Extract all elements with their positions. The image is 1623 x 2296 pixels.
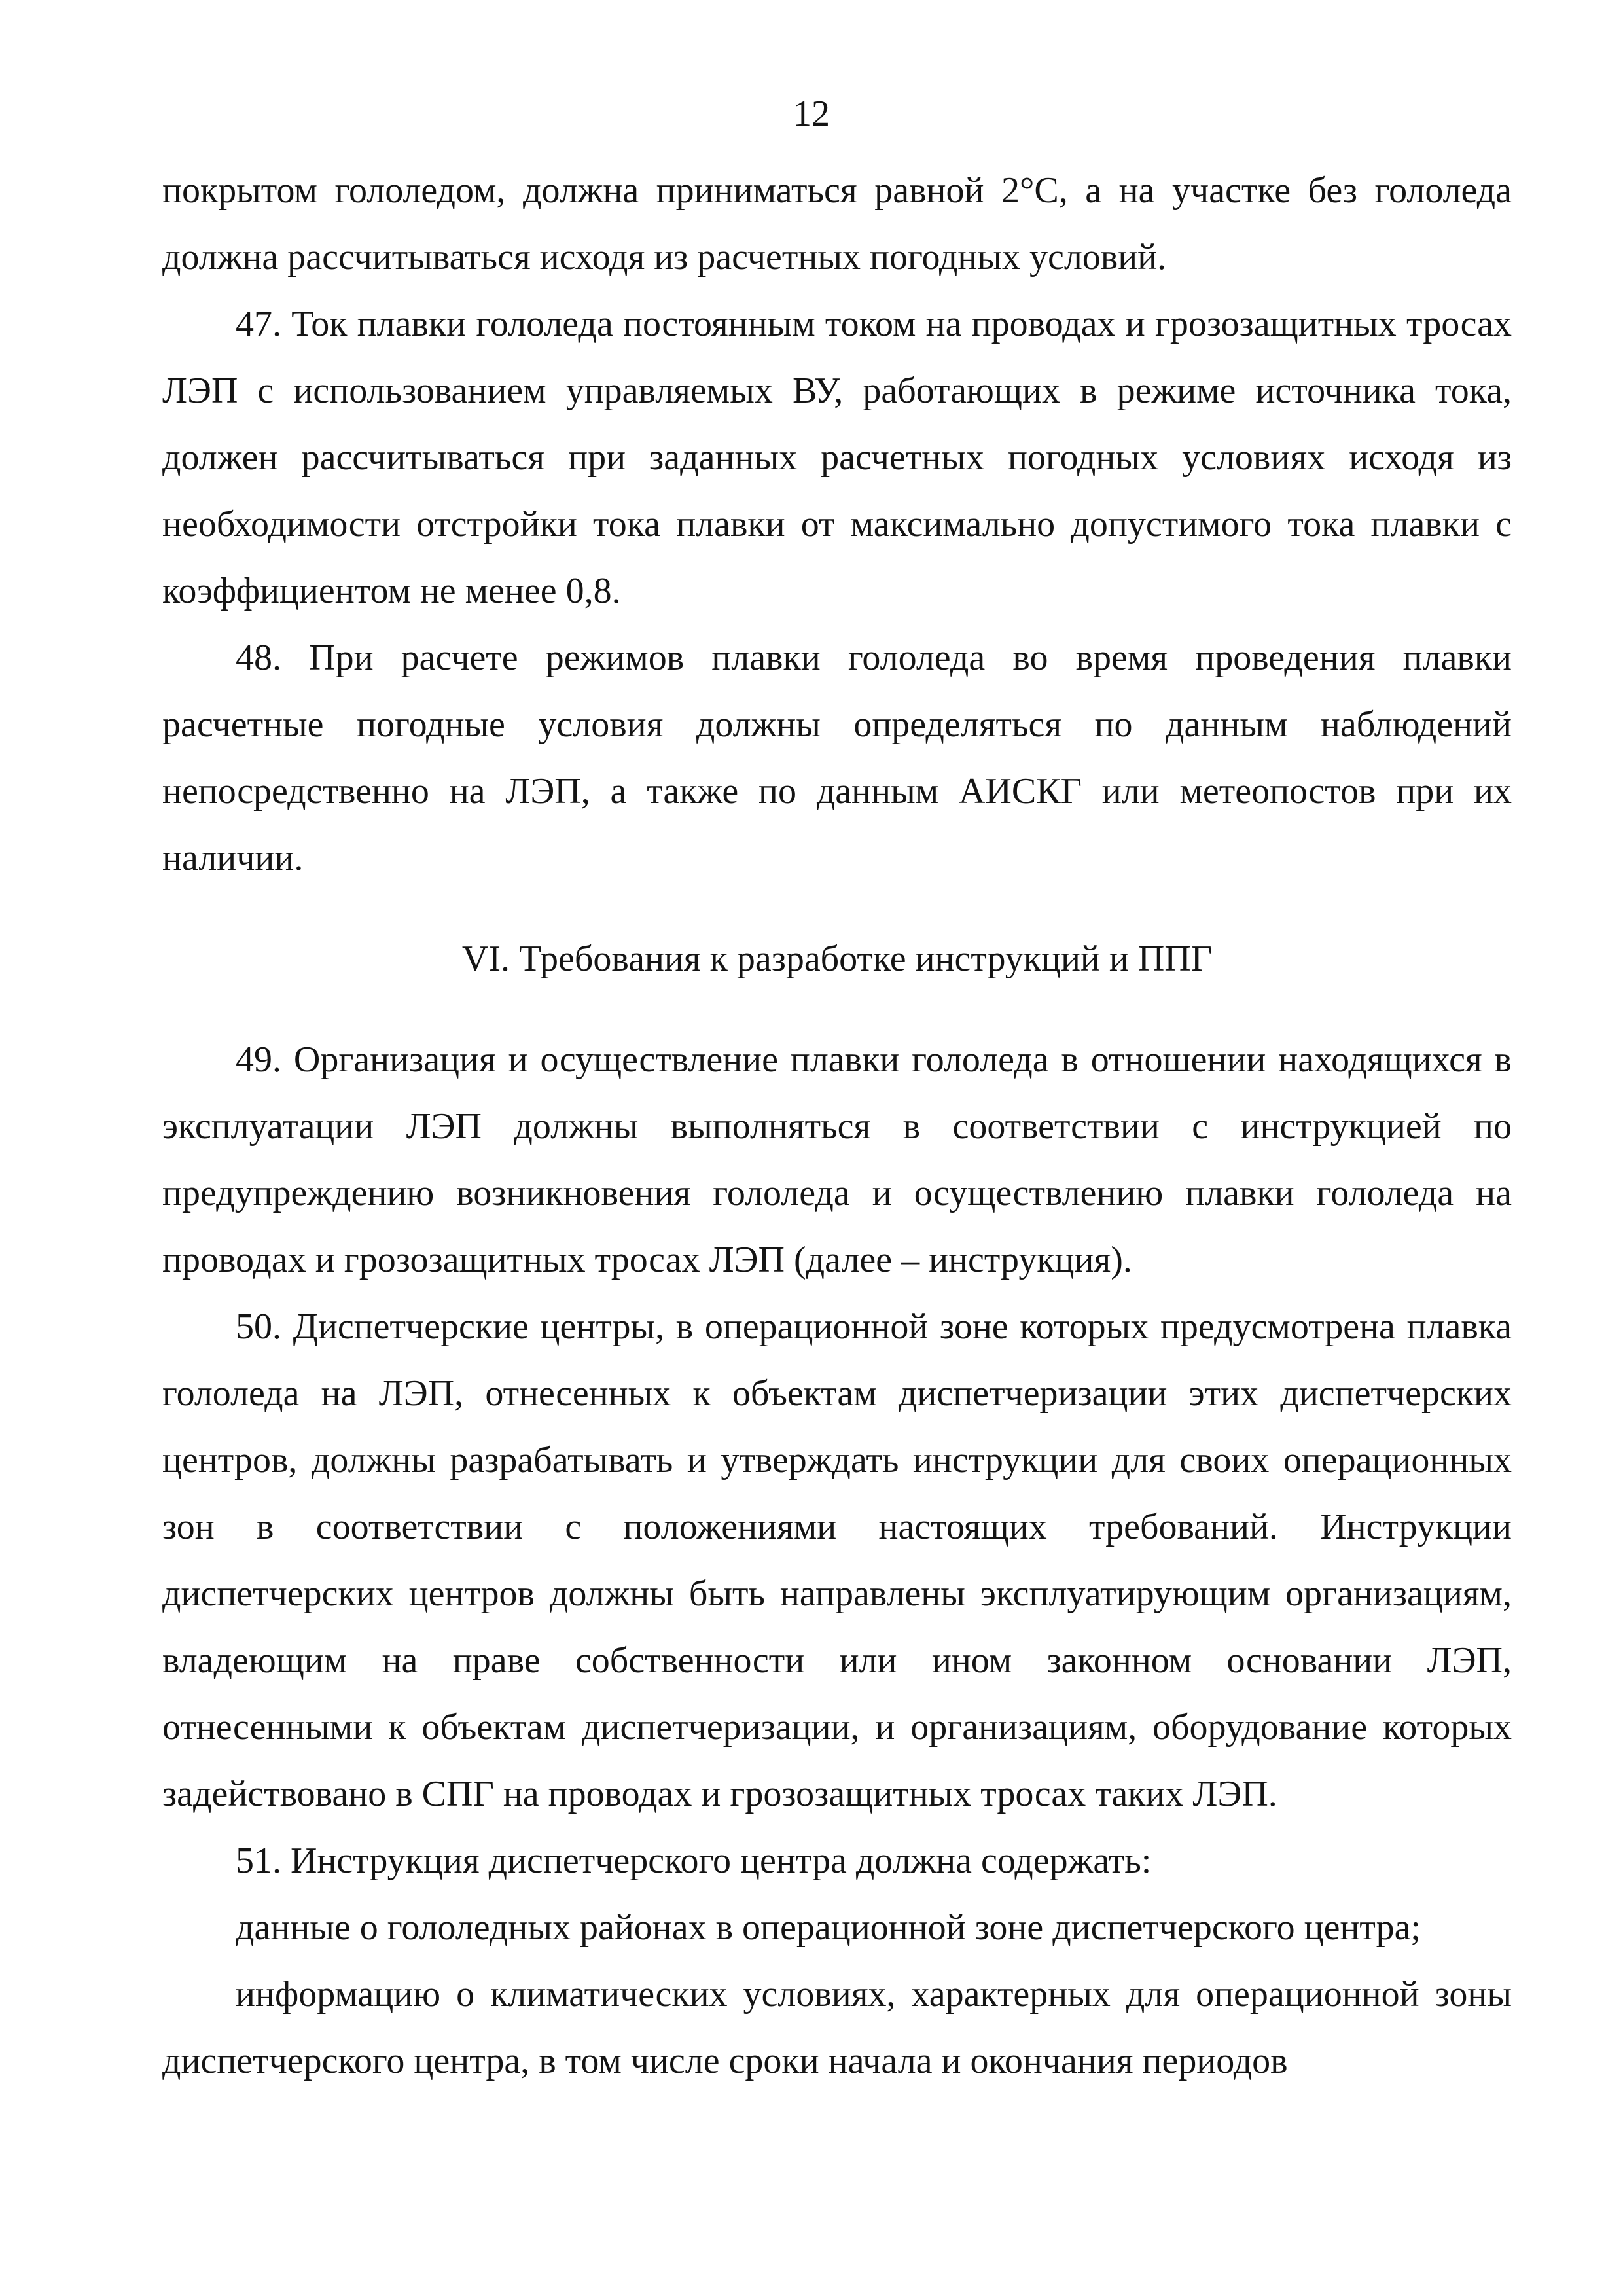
paragraph-51: 51. Инструкция диспетчерского центра должна содержать: — [236, 1840, 1152, 1881]
section-heading: VI. Требования к разработке инструкций и ППГ — [461, 939, 1213, 979]
paragraph-50: 50. Диспетчерские центры, в операционной зоне которых предусмотрена плавка гололеда на ЛЭП, отнесенных к объектам диспетчеризации этих диспетчерских центров, должны разрабатывать и утверждать инструкции для своих операционных зон в соответствии с положениями настоящих требований. Инструкции диспетчерских центров должны быть направлены эксплуатирующим организациям, владеющим на праве собственности или ином законном основании ЛЭП, отнесенными к объектам диспетчеризации, и организациям, оборудование которых задействовано в СПГ на проводах и грозозащитных тросах таких ЛЭП. — [162, 1306, 1512, 1814]
page-number: 12 — [793, 94, 830, 134]
paragraph-47: 47. Ток плавки гололеда постоянным током на проводах и грозозащитных тросах ЛЭП с использованием управляемых ВУ, работающих в режиме источника тока, должен рассчитываться при заданных расчетных погодных условиях исходя из необходимости отстройки тока плавки от максимально допустимого тока плавки с коэффициентом не менее 0,8. — [162, 304, 1512, 611]
list-item-ice-regions: данные о гололедных районах в операционной зоне диспетчерского центра; — [236, 1907, 1421, 1948]
paragraph-continuation: покрытом гололедом, должна приниматься равной 2°С, а на участке без гололеда должна рассчитываться исходя из расчетных погодных условий. — [162, 170, 1512, 278]
paragraph-49: 49. Организация и осуществление плавки гололеда в отношении находящихся в эксплуатации ЛЭП должны выполняться в соответствии с инструкцией по предупреждению возникновения гололеда и осуществлению плавки гололеда на проводах и грозозащитных тросах ЛЭП (далее – инструкция). — [162, 1039, 1512, 1280]
document-body — [162, 157, 1512, 2094]
list-item-climate-info: информацию о климатических условиях, характерных для операционной зоны диспетчерского центра, в том числе сроки начала и окончания периодов — [162, 1974, 1512, 2081]
paragraph-48: 48. При расчете режимов плавки гололеда во время проведения плавки расчетные погодные условия должны определяться по данным наблюдений непосредственно на ЛЭП, а также по данным АИСКГ или метеопостов при их наличии. — [162, 637, 1512, 878]
